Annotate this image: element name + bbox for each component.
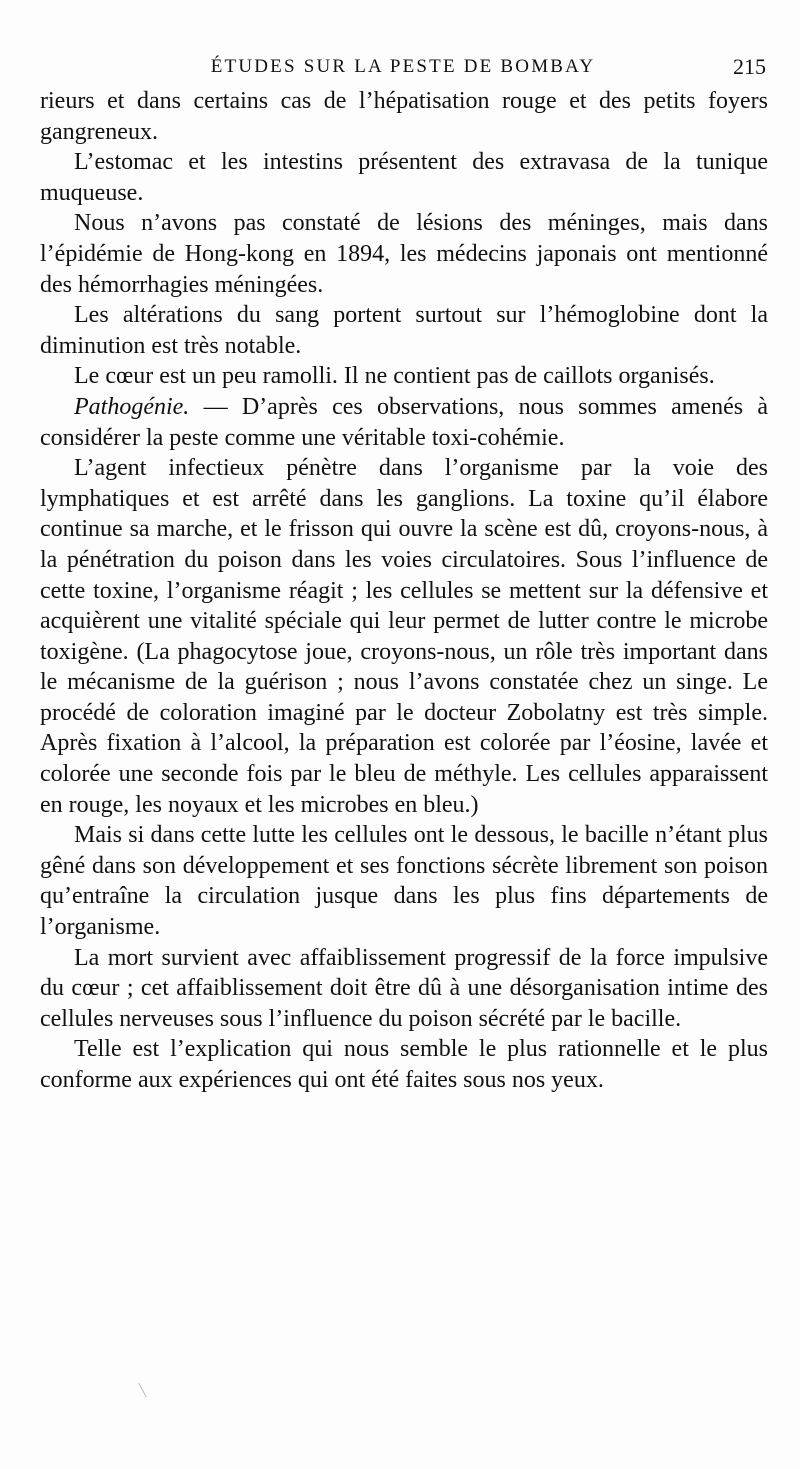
page-number: 215	[733, 54, 766, 79]
paragraph-conclusion: Telle est l’explication qui nous semble le plus rationnelle et le plus conforme aux expériences qui ont été faites sous nos yeux.	[40, 1036, 768, 1093]
body-text	[40, 86, 768, 1096]
paragraph-stomach: L’estomac et les intestins présentent des extravasa de la tunique muqueuse.	[40, 149, 768, 206]
paragraph-struggle: Mais si dans cette lutte les cellules ont le dessous, le bacille n’étant plus gêné dans son développement et ses fonctions sécrète librement son poison qu’entraîne la circulation jusque dans les plus fins départements de l’organisme.	[40, 822, 768, 941]
running-head	[40, 52, 766, 82]
paragraph-pathogenie	[40, 392, 768, 453]
paragraph-death: La mort survient avec affaiblissement progressif de la force impulsive du cœur ; cet affaiblissement doit être dû à une désorganisation intime des cellules nerveuses sous l’influence du poison sécrété par le bacille.	[40, 944, 768, 1032]
paragraph-meninges: Nous n’avons pas constaté de lésions des méninges, mais dans l’épidémie de Hong-kong en 1894, les médecins japonais ont mentionné des hémorrhagies méningées.	[40, 210, 768, 298]
pathogenie-text: — D’après ces observations, nous sommes amenés à considérer la peste comme une véritable toxi-cohémie.	[40, 393, 768, 451]
running-title: ÉTUDES SUR LA PESTE DE BOMBAY	[210, 56, 596, 77]
paper-mark	[138, 1383, 146, 1398]
paragraph-continuation: rieurs et dans certains cas de l’hépatisation rouge et des petits foyers gangreneux.	[40, 88, 768, 145]
pathogenie-heading: Pathogénie.	[74, 393, 190, 420]
paragraph-infectious-agent: L’agent infectieux pénètre dans l’organisme par la voie des lymphatiques et est arrêté dans les ganglions. La toxine qu’il élabore continue sa marche, et le frisson qui ouvre la scène est dû, croyons-nous, à la pénétration du poison dans les voies circulatoires. Sous l’influence de cette toxine, l’organisme réagit ; les cellules se mettent sur la défensive et acquièrent une vitalité spéciale qui leur permet de lutter contre le microbe toxigène. (La phagocytose joue, croyons-nous, un rôle très important dans le mécanisme de la guérison ; nous l’avons constatée chez un singe. Le procédé de coloration imaginé par le docteur Zobolatny est très simple. Après fixation à l’alcool, la préparation est colorée par l’éosine, lavée et colorée une seconde fois par le bleu de méthyle. Les cellules apparaissent en rouge, les noyaux et les microbes en bleu.)	[40, 455, 768, 818]
paragraph-blood: Les altérations du sang portent surtout sur l’hémoglobine dont la diminution est très notable.	[40, 302, 768, 359]
paragraph-heart: Le cœur est un peu ramolli. Il ne contient pas de caillots organisés.	[74, 363, 715, 390]
